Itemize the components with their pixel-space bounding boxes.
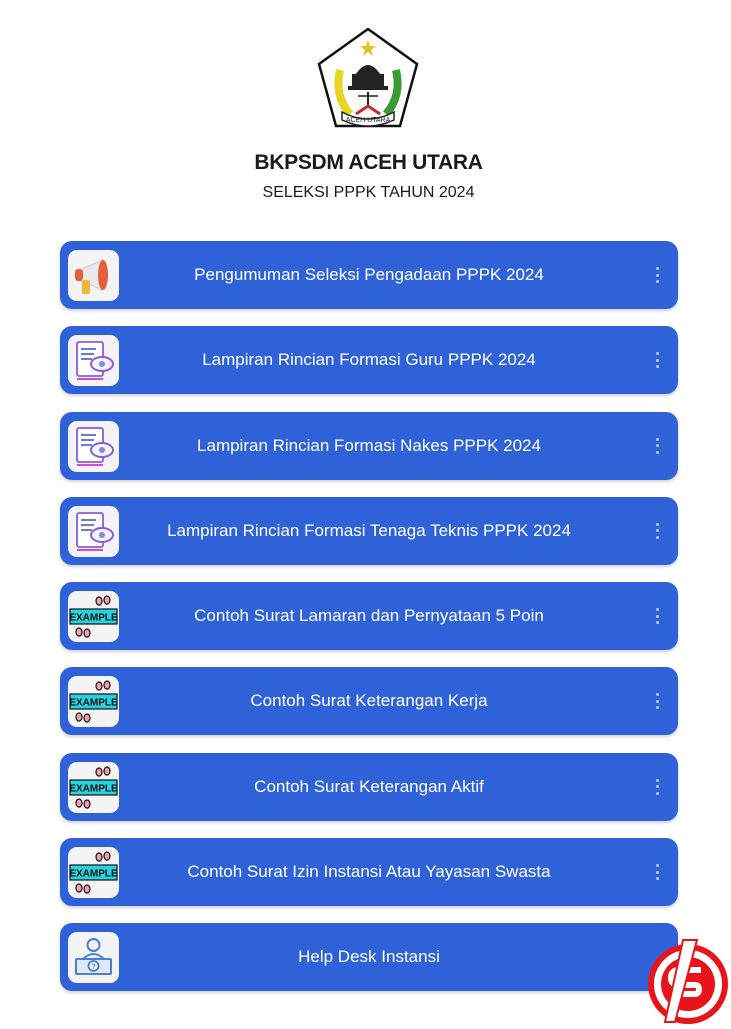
help-desk-icon bbox=[68, 932, 119, 983]
document-view-icon bbox=[68, 506, 119, 557]
svg-text:?: ? bbox=[91, 962, 96, 972]
page-subtitle: SELEKSI PPPK TAHUN 2024 bbox=[262, 184, 475, 201]
link-label: Contoh Surat Keterangan Aktif bbox=[254, 776, 484, 796]
link-formasi-teknis[interactable] bbox=[60, 497, 678, 565]
example-icon bbox=[68, 847, 119, 898]
document-view-icon bbox=[68, 335, 119, 386]
more-options-icon[interactable] bbox=[654, 523, 660, 539]
more-options-icon[interactable] bbox=[654, 779, 660, 795]
link-label: Lampiran Rincian Formasi Tenaga Teknis PPPK 2024 bbox=[167, 520, 571, 540]
svg-text:EXAMPLE: EXAMPLE bbox=[69, 697, 118, 709]
link-formasi-nakes[interactable] bbox=[60, 412, 678, 480]
link-surat-keterangan-aktif[interactable] bbox=[60, 753, 678, 821]
link-label: Contoh Surat Izin Instansi Atau Yayasan Swasta bbox=[187, 862, 551, 882]
link-label: Contoh Surat Lamaran dan Pernyataan 5 Poin bbox=[194, 606, 544, 626]
link-label: Contoh Surat Keterangan Kerja bbox=[250, 691, 488, 711]
example-icon bbox=[68, 762, 119, 813]
link-formasi-guru[interactable] bbox=[60, 326, 678, 394]
link-list bbox=[60, 241, 678, 1009]
document-view-icon bbox=[68, 421, 119, 472]
example-icon bbox=[68, 591, 119, 642]
more-options-icon[interactable] bbox=[654, 608, 660, 624]
more-options-icon[interactable] bbox=[654, 438, 660, 454]
aceh-utara-emblem-icon bbox=[316, 26, 420, 132]
more-options-icon[interactable] bbox=[654, 352, 660, 368]
link-label: Help Desk Instansi bbox=[298, 947, 440, 967]
as-watermark-logo-icon bbox=[645, 938, 731, 1024]
link-help-desk[interactable] bbox=[60, 923, 678, 991]
svg-text:EXAMPLE: EXAMPLE bbox=[69, 783, 118, 795]
link-label: Lampiran Rincian Formasi Nakes PPPK 2024 bbox=[197, 435, 541, 455]
megaphone-icon bbox=[68, 250, 119, 301]
link-label: Lampiran Rincian Formasi Guru PPPK 2024 bbox=[202, 350, 536, 370]
more-options-icon[interactable] bbox=[654, 267, 660, 283]
svg-text:EXAMPLE: EXAMPLE bbox=[69, 868, 118, 880]
link-surat-izin-instansi[interactable] bbox=[60, 838, 678, 906]
more-options-icon[interactable] bbox=[654, 693, 660, 709]
link-label: Pengumuman Seleksi Pengadaan PPPK 2024 bbox=[194, 265, 544, 284]
svg-text:ACEH UTARA: ACEH UTARA bbox=[345, 117, 391, 124]
more-options-icon[interactable] bbox=[654, 864, 660, 880]
link-pengumuman-seleksi[interactable] bbox=[60, 241, 678, 309]
link-surat-keterangan-kerja[interactable] bbox=[60, 667, 678, 735]
svg-text:EXAMPLE: EXAMPLE bbox=[69, 612, 118, 624]
page-title: BKPSDM ACEH UTARA bbox=[254, 151, 483, 174]
example-icon bbox=[68, 676, 119, 727]
link-surat-lamaran[interactable] bbox=[60, 582, 678, 650]
